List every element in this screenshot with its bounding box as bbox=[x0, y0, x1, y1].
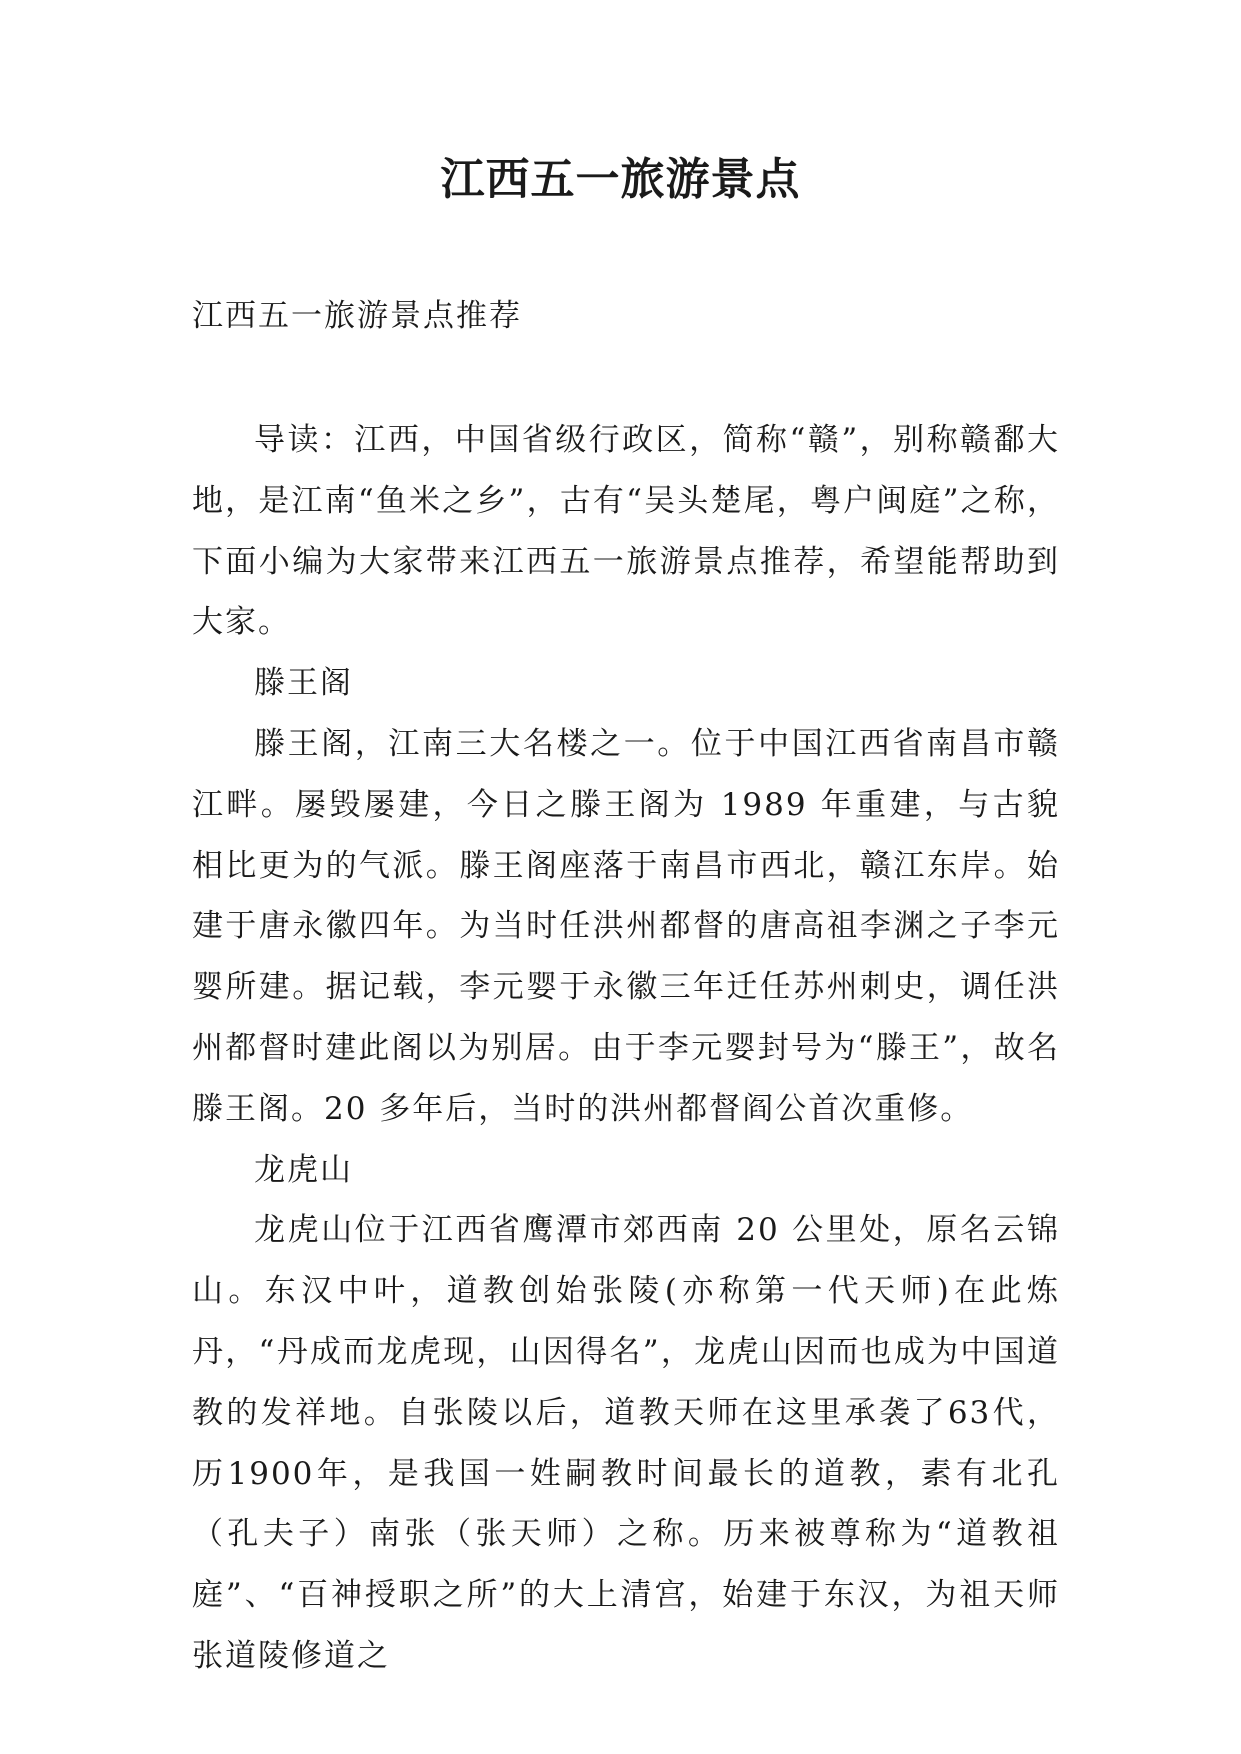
section-heading-longhu-mountain: 龙虎山 bbox=[254, 1151, 353, 1188]
tengwang-pavilion-paragraph: 滕王阁，江南三大名楼之一。位于中国江西省南昌市赣江畔。屡毁屡建，今日之滕王阁为 1989 年重建，与古貌相比更为的气派。滕王阁座落于南昌市西北，赣江东岸。始建于唐永徽四年。为当时任洪州都督的唐高祖李渊之子李元婴所建。据记载，李元婴于永徽三年迁任苏州刺史，调任洪州都督时建此阁以为别居。由于李元婴封号为“滕王”，故名滕王阁。20 多年后，当时的洪州都督阎公首次重修。 bbox=[192, 725, 1060, 1127]
document-subtitle: 江西五一旅游景点推荐 bbox=[192, 298, 522, 334]
intro-paragraph: 导读：江西，中国省级行政区，简称“赣”，别称赣鄱大地，是江南“鱼米之乡”，古有“吴头楚尾，粤户闽庭”之称，下面小编为大家带来江西五一旅游景点推荐，希望能帮助到大家。 bbox=[192, 422, 1060, 641]
document-body bbox=[192, 410, 1060, 1687]
document-title: 江西五一旅游景点 bbox=[440, 154, 801, 205]
longhu-mountain-paragraph: 龙虎山位于江西省鹰潭市郊西南 20 公里处，原名云锦山。东汉中叶，道教创始张陵(亦称第一代天师)在此炼丹，“丹成而龙虎现，山因得名”，龙虎山因而也成为中国道教的发祥地。自张陵以后，道教天师在这里承袭了63代，历1900年，是我国一姓嗣教时间最长的道教，素有北孔（孔夫子）南张（张天师）之称。历来被尊称为“道教祖庭”、“百神授职之所”的大上清宫，始建于东汉，为祖天师张道陵修道之 bbox=[192, 1212, 1060, 1674]
section-heading-tengwang-pavilion: 滕王阁 bbox=[254, 665, 353, 702]
